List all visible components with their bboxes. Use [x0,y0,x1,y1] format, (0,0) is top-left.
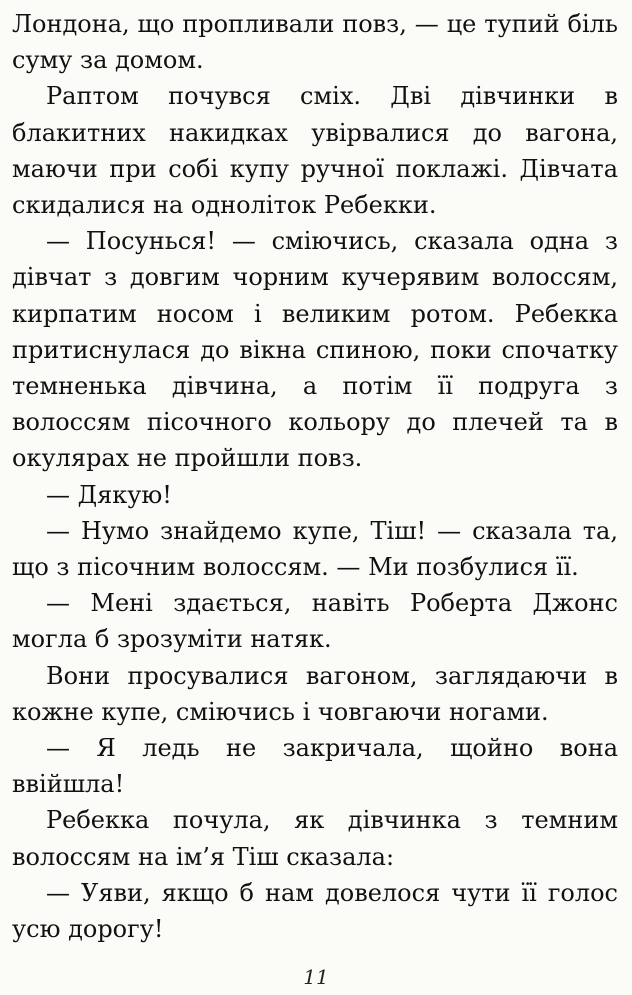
paragraph: — Уяви, якщо б нам довелося чути її голос усю дорогу! [12,878,618,944]
paragraph: — Дякую! [46,480,172,509]
paragraph: — Посунься! — сміючись, сказала одна з дівчат з довгим чорним кучерявим волоссям, кирпатим носом і великим ротом. Ребекка притиснулася до вікна спиною, поки спочатку темненька дівчина, а потім її подруга з волоссям пісочного кольору до плечей та в окулярах не пройшли повз. [12,227,618,473]
paragraph: Раптом почувся сміх. Дві дівчинки в блакитних накидках увірвалися до вагона, маючи при собі купу ручної поклажі. Дівчата скидалися на одноліток Ребекки. [12,82,618,220]
paragraph: — Я ледь не закричала, щойно вона ввійшла! [12,734,618,799]
paragraph: Лондона, що пропливали повз, — це тупий біль суму за домом. [12,10,618,75]
page-number: 11 [303,965,329,989]
paragraph: Вони просувалися вагоном, заглядаючи в кожне купе, сміючись і човгаючи ногами. [12,661,618,726]
paragraph: — Мені здається, навіть Роберта Джонс могла б зрозуміти натяк. [12,589,618,654]
paragraph: — Нумо знайдемо купе, Тіш! — сказала та, що з пісочним волоссям. — Ми позбулися її. [12,516,618,582]
paragraph: Ребекка почула, як дівчинка з темним волоссям на ім’я Тіш сказала: [12,806,618,871]
